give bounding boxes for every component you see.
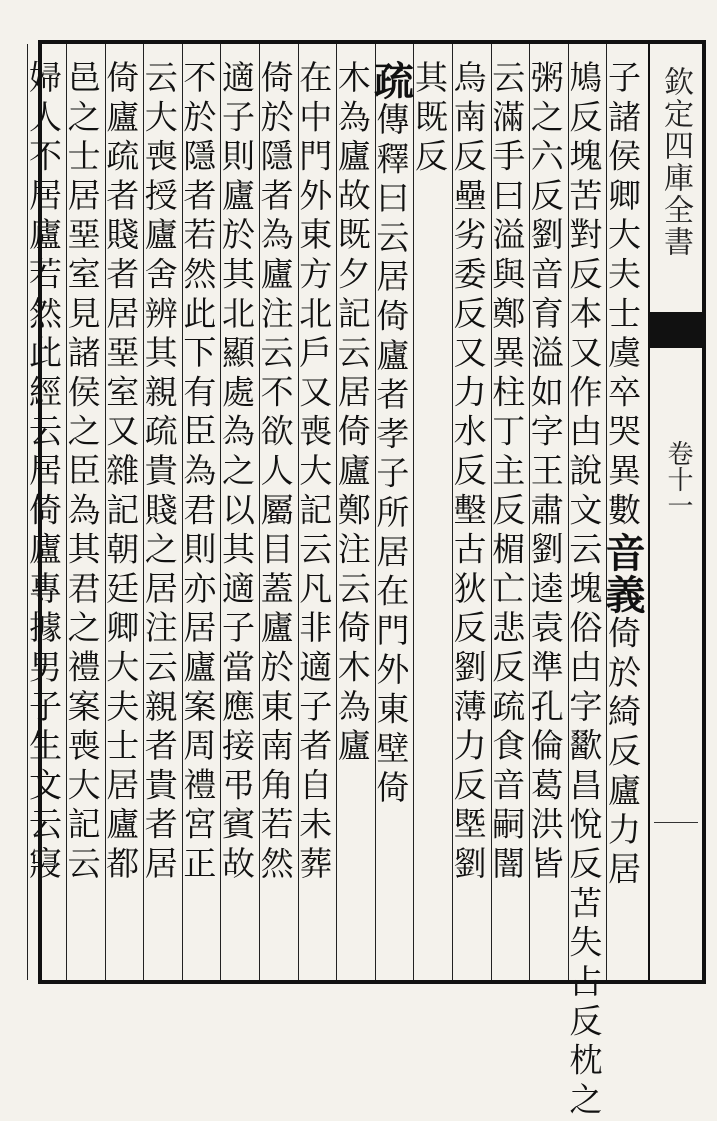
column-text: 云大喪授廬舍辨其親疏貴賤之居注云親者貴者居 <box>139 60 179 886</box>
text-column <box>23 60 66 886</box>
column-text: 倚於隱者為廬注云不欲人屬目蓋廬於東南角若然 <box>255 60 295 886</box>
column-text: 子諸侯卿大夫士虞卒哭異數 <box>602 60 642 532</box>
book-title: 欽定四庫全書 <box>658 66 693 258</box>
text-column <box>101 60 144 886</box>
column-text: 木為廬故既夕記云居倚廬鄭注云倚木為廬 <box>332 60 372 768</box>
text-column <box>487 60 530 886</box>
heading-glyph: 疏 <box>367 60 415 102</box>
text-column <box>62 60 105 886</box>
volume-label: 卷十一 <box>663 440 693 518</box>
heading-glyph: 音義 <box>598 531 646 616</box>
text-column <box>598 60 646 891</box>
text-column <box>178 60 221 886</box>
column-text: 不於隱者若然此下有臣為君則亦居廬案周禮宮正 <box>178 60 218 886</box>
text-column <box>255 60 298 886</box>
column-text: 烏南反壘劣委反又力水反墼古狄反劉薄力反塈劉 <box>448 60 488 886</box>
column-text: 粥之六反劉音育溢如字王肅劉逵袁準孔倫葛洪皆 <box>525 60 565 886</box>
column-text: 邑之士居堊室見諸侯之臣為其君之禮案喪大記云 <box>62 60 102 886</box>
column-text: 鳩反塊苦對反本又作甴說文云塊俗甴字歠昌悅反 <box>564 60 604 886</box>
column-text: 倚廬疏者賤者居堊室又雜記朝廷卿大夫士居廬都 <box>101 60 141 886</box>
column-rule <box>413 44 414 980</box>
column-text: 既反 <box>409 99 449 178</box>
text-column <box>216 60 259 886</box>
column-text: 適子則廬於其北顯處為之以其適子當應接弔賓故 <box>216 60 256 886</box>
column-text: 在中門外東方北戶又喪大記云凡非適子者自未葬 <box>294 60 334 886</box>
column-text: 婦人不居廬若然此經云居倚廬專據男子生文云寢 <box>23 60 63 886</box>
column-text: 傳釋曰云居倚廬者孝子所居在門外東壁倚 <box>371 102 411 810</box>
text-column <box>294 60 337 886</box>
column-text: 倚於綺反廬力居 <box>602 615 642 891</box>
margin-divider <box>654 822 698 823</box>
column-text: 苫失占反枕之 <box>564 885 604 1121</box>
text-column <box>525 60 568 886</box>
text-column <box>409 60 452 178</box>
text-column <box>367 60 415 810</box>
text-column <box>139 60 182 886</box>
fishtail-band <box>650 312 702 348</box>
column-text: 其 <box>409 60 449 100</box>
text-column <box>564 60 607 1121</box>
text-column <box>332 60 375 768</box>
text-column <box>448 60 491 886</box>
column-text: 云滿手曰溢與鄭異柱丁主反楣亡悲反疏食音嗣闇 <box>487 60 527 886</box>
